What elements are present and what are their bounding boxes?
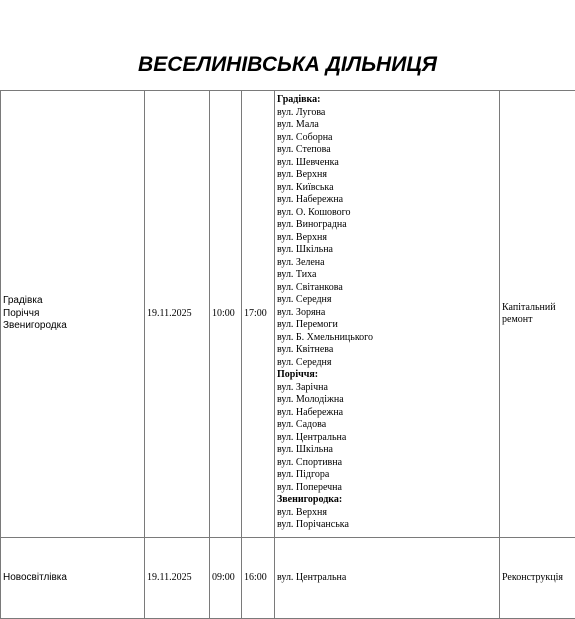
street-item: вул. Набережна <box>277 406 344 418</box>
street-item: вул. Київська <box>277 181 334 193</box>
street-item: вул. Спортивна <box>277 456 343 468</box>
date-cell: 19.11.2025 <box>145 538 210 619</box>
street-group-title: Звенигородка: <box>277 494 343 505</box>
table-row <box>1 538 575 619</box>
localities-cell <box>1 91 145 538</box>
street-item: вул. Підгора <box>277 469 330 480</box>
street-item: вул. Степова <box>277 144 331 155</box>
street-item: вул. Зоряна <box>277 306 326 318</box>
street-item: вул. Середня <box>277 294 332 305</box>
locality-name: Поріччя <box>3 307 40 319</box>
time-from-cell: 10:00 <box>210 91 242 538</box>
street-item: вул. Світанкова <box>277 281 343 293</box>
street-item: вул. Поперечна <box>277 481 342 493</box>
locality-name: Новосвітлівка <box>3 571 67 583</box>
streets-cell <box>275 91 500 538</box>
time-to-cell: 17:00 <box>242 91 275 538</box>
streets-cell <box>275 538 500 619</box>
street-item: вул. Квітнева <box>277 344 334 355</box>
date-cell: 19.11.2025 <box>145 91 210 538</box>
work-type-cell: Реконструкція <box>500 538 575 619</box>
street-item: вул. Тиха <box>277 269 317 280</box>
street-item: вул. Шкільна <box>277 244 333 255</box>
localities-cell <box>1 538 145 619</box>
street-item: вул. Зарічна <box>277 381 328 393</box>
street-item: вул. Садова <box>277 419 327 430</box>
street-item: вул. Набережна <box>277 194 344 205</box>
time-to-cell: 16:00 <box>242 538 275 619</box>
locality-name: Звенигородка <box>3 320 67 332</box>
street-group-title: Поріччя: <box>277 369 319 380</box>
street-group-title: Градівка: <box>277 94 321 105</box>
street-item: вул. Перемоги <box>277 319 338 330</box>
street-item: вул. О. Кошового <box>277 206 351 218</box>
street-item: вул. Лугова <box>277 106 326 118</box>
street-item: вул. Центральна <box>277 431 347 443</box>
outage-table <box>0 90 575 619</box>
street-item: вул. Шкільна <box>277 444 333 455</box>
street-item: вул. Мала <box>277 119 319 130</box>
street-item: вул. Шевченка <box>277 156 339 168</box>
page-title: ВЕСЕЛИНІВСЬКА ДІЛЬНИЦЯ <box>138 53 437 76</box>
street-item: вул. Виноградна <box>277 219 347 230</box>
street-item: вул. Зелена <box>277 256 325 268</box>
street-item: вул. Верхня <box>277 169 327 180</box>
work-type-cell: Капітальний ремонт <box>500 91 575 538</box>
locality-name: Градівка <box>3 295 43 307</box>
street-item: вул. Центральна <box>277 571 347 583</box>
street-item: вул. Порічанська <box>277 519 349 530</box>
time-from-cell: 09:00 <box>210 538 242 619</box>
table-row <box>1 91 575 538</box>
street-item: вул. Середня <box>277 356 332 368</box>
street-item: вул. Б. Хмельницького <box>277 331 374 343</box>
street-item: вул. Верхня <box>277 506 327 518</box>
street-item: вул. Соборна <box>277 131 333 143</box>
street-item: вул. Молодіжна <box>277 394 344 405</box>
street-item: вул. Верхня <box>277 231 327 243</box>
